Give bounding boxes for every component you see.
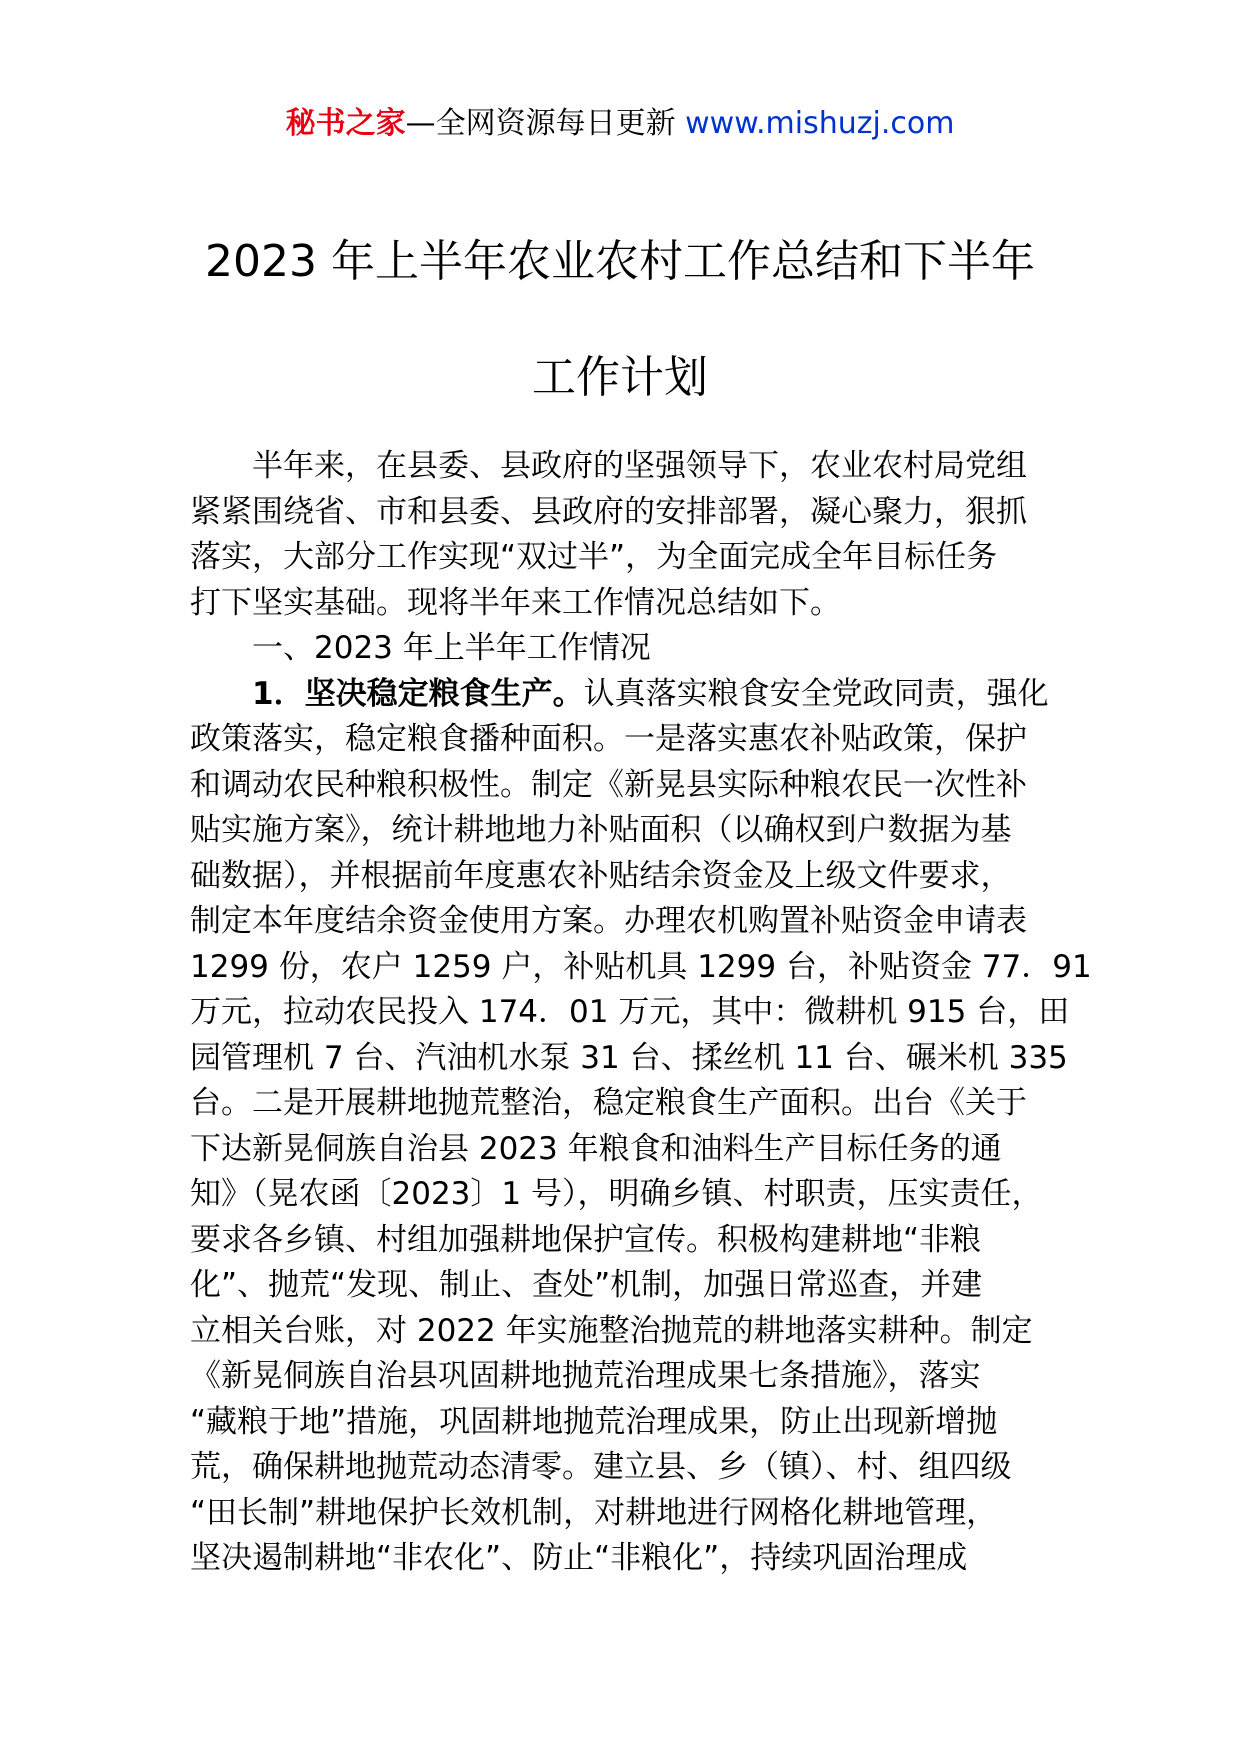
item-1-line: 1299 份，农户 1259 户，补贴机具 1299 台，补贴资金 77．91 bbox=[190, 948, 1092, 985]
item-1-line: “藏粮于地”措施，巩固耕地抛荒治理成果，防止出现新增抛 bbox=[190, 1403, 998, 1440]
item-1-line: 立相关台账，对 2022 年实施整治抛荒的耕地落实耕种。制定 bbox=[190, 1312, 1033, 1349]
site-banner bbox=[0, 104, 1240, 144]
item-1-line: 坚决遏制耕地“非农化”、防止“非粮化”，持续巩固治理成 bbox=[190, 1540, 968, 1576]
item-1-number: 1． bbox=[252, 675, 305, 712]
document-title bbox=[0, 232, 1240, 408]
item-1-line: 和调动农民种粮积极性。制定《新晃县实际种粮农民一次性补 bbox=[190, 766, 1027, 803]
item-1-line: 知》（晃农函〔2023〕1 号），明确乡镇、村职责，压实责任， bbox=[190, 1176, 1043, 1212]
item-1-line: 万元，拉动农民投入 174．01 万元，其中：微耕机 915 台，田 bbox=[190, 994, 1070, 1030]
banner-tagline: —全网资源每日更新 bbox=[405, 106, 686, 141]
item-1-line: 下达新晃侗族自治县 2023 年粮食和油料生产目标任务的通 bbox=[190, 1130, 1002, 1167]
brand-name: 秘书之家 bbox=[285, 106, 406, 141]
item-1-line: 荒，确保耕地抛荒动态清零。建立县、乡（镇）、村、组四级 bbox=[190, 1449, 1012, 1485]
item-1-bold-title: 坚决稳定粮食生产。 bbox=[304, 675, 584, 712]
intro-line: 打下坚实基础。现将半年来工作情况总结如下。 bbox=[190, 584, 841, 621]
item-1-line: “田长制”耕地保护长效机制，对耕地进行网格化耕地管理， bbox=[190, 1494, 998, 1531]
item-1-line: 化”、抛荒“发现、制止、查处”机制，加强日常巡查，并建 bbox=[190, 1267, 983, 1303]
section-heading: 一、2023 年上半年工作情况 bbox=[252, 630, 651, 666]
item-1-first-line bbox=[190, 672, 1060, 718]
item-1-first-line-text: 认真落实粮食安全党政同责，强化 bbox=[583, 675, 1049, 712]
item-1-line: 《新晃侗族自治县巩固耕地抛荒治理成果七条措施》，落实 bbox=[190, 1358, 981, 1394]
document-body bbox=[190, 444, 1092, 1582]
item-1-line: 制定本年度结余资金使用方案。办理农机购置补贴资金申请表 bbox=[190, 903, 1027, 939]
site-url-link[interactable]: www.mishuzj.com bbox=[685, 106, 955, 141]
item-1-line: 台。二是开展耕地抛荒整治，稳定粮食生产面积。出台《关于 bbox=[190, 1085, 1027, 1121]
title-line-1: 2023 年上半年农业农村工作总结和下半年 bbox=[205, 236, 1035, 287]
item-1-line: 础数据），并根据前年度惠农补贴结余资金及上级文件要求， bbox=[190, 857, 1012, 894]
intro-line: 落实，大部分工作实现“双过半”，为全面完成全年目标任务 bbox=[190, 539, 998, 575]
item-1-line: 园管理机 7 台、汽油机水泵 31 台、揉丝机 11 台、碾米机 335 bbox=[190, 1039, 1068, 1076]
item-1-line: 要求各乡镇、村组加强耕地保护宣传。积极构建耕地“非粮 bbox=[190, 1221, 982, 1258]
item-1-line: 贴实施方案》，统计耕地地力补贴面积（以确权到户数据为基 bbox=[190, 812, 1012, 848]
intro-line: 紧紧围绕省、市和县委、县政府的安排部署，凝心聚力，狠抓 bbox=[190, 493, 1027, 530]
item-1-line: 政策落实，稳定粮食播种面积。一是落实惠农补贴政策，保护 bbox=[190, 721, 1027, 757]
intro-line: 半年来，在县委、县政府的坚强领导下，农业农村局党组 bbox=[252, 448, 1027, 484]
title-line-2: 工作计划 bbox=[532, 352, 708, 403]
